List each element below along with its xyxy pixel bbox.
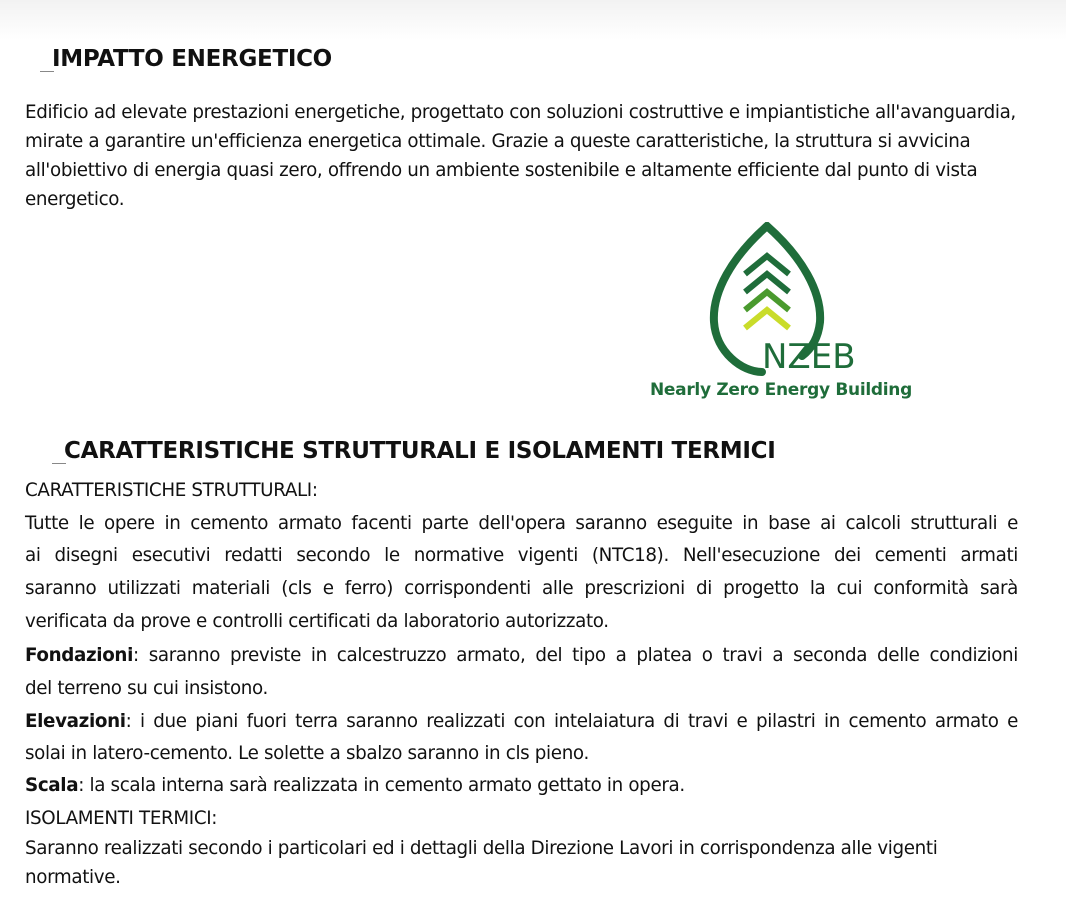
nzeb-logo	[650, 222, 920, 407]
logo-name: NZEB	[762, 337, 856, 377]
strutturali-line-3: saranno utilizzati materiali (cls e ferro) corrispondenti alle prescrizioni di progetto la cui conformità sarà	[25, 578, 1018, 599]
leaf-icon	[650, 222, 920, 382]
isolamenti-line-1: Saranno realizzati secondo i particolari ed i dettagli della Direzione Lavori in corrispondenza alle vigenti	[25, 838, 938, 859]
chevron-light	[745, 310, 789, 328]
scala-text: : la scala interna sarà realizzata in cemento armato gettato in opera.	[78, 775, 685, 796]
strutturali-line-4: verificata da prove e controlli certificati da laboratorio autorizzato.	[25, 611, 609, 632]
isolamenti-line-2: normative.	[25, 867, 121, 888]
scala-label: Scala	[25, 775, 79, 796]
strutturali-label: CARATTERISTICHE STRUTTURALI:	[25, 480, 318, 501]
section-title-impatto	[40, 46, 332, 72]
scala-line	[25, 775, 685, 796]
isolamenti-label: ISOLAMENTI TERMICI:	[25, 808, 218, 829]
logo-subtitle: Nearly Zero Energy Building	[650, 380, 912, 400]
fondazioni-text: : saranno previste in calcestruzzo armato, del tipo a platea o travi a seconda delle condizioni	[133, 645, 1018, 666]
fondazioni-label: Fondazioni	[25, 645, 133, 666]
elevazioni-text: : i due piani fuori terra saranno realizzati con intelaiatura di travi e pilastri in cemento armato e	[125, 711, 1018, 732]
elevazioni-line-2: solai in latero-cemento. Le solette a sbalzo saranno in cls pieno.	[25, 743, 589, 764]
impatto-title-text: IMPATTO ENERGETICO	[52, 46, 332, 72]
caratteristiche-title-text: CARATTERISTICHE STRUTTURALI E ISOLAMENTI TERMICI	[64, 438, 776, 464]
impatto-paragraph: Edificio ad elevate prestazioni energetiche, progettato con soluzioni costruttive e impiantistiche all'avanguardia, mirate a garantire un'efficienza energetica ottimale. Grazie a queste caratteristiche, la struttura si avvicina all'obiettivo di energia quasi zero, offrendo un ambiente sostenibile e altamente efficiente dal punto di vista energetico.	[25, 102, 1016, 210]
strutturali-line-1: Tutte le opere in cemento armato facenti parte dell'opera saranno eseguite in base ai calcoli strutturali e	[25, 513, 1018, 534]
fondazioni-line-1	[25, 645, 1018, 666]
strutturali-line-2: ai disegni esecutivi redatti secondo le normative vigenti (NTC18). Nell'esecuzione dei cementi armati	[25, 545, 1018, 566]
elevazioni-line-1	[25, 711, 1018, 732]
fondazioni-line-2: del terreno su cui insistono.	[25, 678, 269, 699]
elevazioni-label: Elevazioni	[25, 711, 126, 732]
section-title-caratteristiche	[52, 438, 775, 464]
